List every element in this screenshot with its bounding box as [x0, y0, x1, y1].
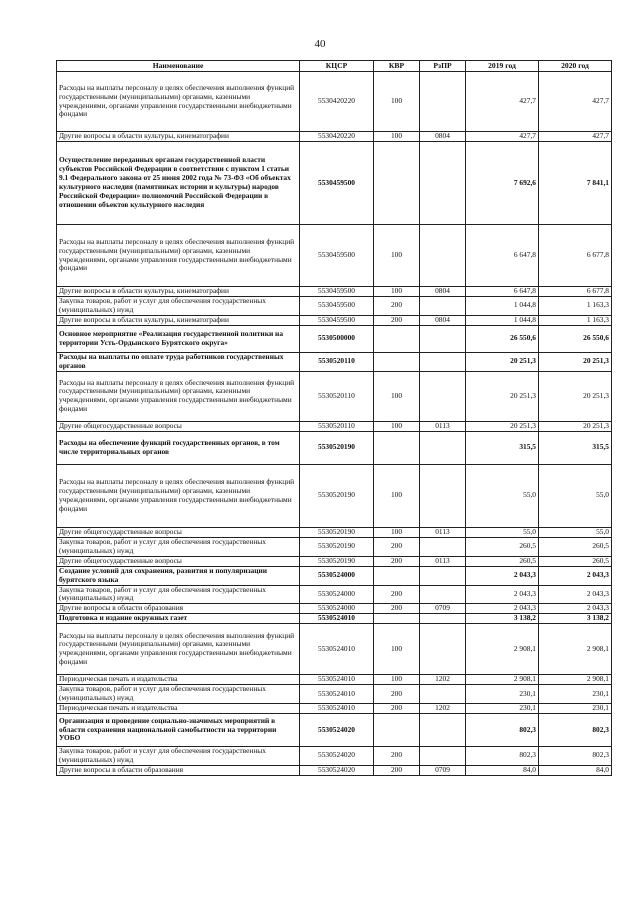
row-kcsr: 5530520190: [300, 537, 374, 556]
header-2019: 2019 год: [466, 61, 539, 72]
row-kcsr: 5530520110: [300, 352, 374, 371]
table-row: [57, 287, 612, 297]
row-kvr: 100: [374, 624, 420, 675]
row-2020-value: 3 138,2: [539, 614, 612, 624]
row-kcsr: 5530459500: [300, 287, 374, 297]
row-kvr: 100: [374, 464, 420, 527]
row-name: Расходы на выплаты по оплате труда работников государственных органов: [57, 352, 300, 371]
table-row: [57, 142, 612, 225]
row-kvr: 200: [374, 297, 420, 316]
table-row: [57, 614, 612, 624]
row-name: Другие вопросы в области культуры, кинематографии: [57, 315, 300, 325]
row-kvr: 200: [374, 704, 420, 714]
row-name: Организация и проведение социально-значимых мероприятий в области сохранения национальной самобытности на территории УОБО: [57, 714, 300, 747]
table-row: [57, 421, 612, 431]
row-2019-value: 20 251,3: [466, 371, 539, 421]
table-row: [57, 604, 612, 614]
row-rzpr: 0113: [420, 556, 466, 566]
row-kcsr: 5530524020: [300, 747, 374, 766]
header-rzpr: РзПР: [420, 61, 466, 72]
row-name: Расходы на выплаты персоналу в целях обеспечения выполнения функций государственными (муниципальными) органами, казенными учреждениями, органами управления государственными внебюджетными фондами: [57, 464, 300, 527]
row-2020-value: 2 908,1: [539, 675, 612, 685]
row-name: Расходы на выплаты персоналу в целях обеспечения выполнения функций государственными (муниципальными) органами, казенными учреждениями, органами управления государственными внебюджетными фондами: [57, 371, 300, 421]
row-kvr: 100: [374, 421, 420, 431]
row-kcsr: 5530420220: [300, 132, 374, 142]
row-kcsr: 5530524000: [300, 585, 374, 604]
row-rzpr: [420, 624, 466, 675]
row-rzpr: [420, 714, 466, 747]
row-kcsr: 5530524020: [300, 714, 374, 747]
table-row: [57, 556, 612, 566]
row-name: Подготовка и издание окружных газет: [57, 614, 300, 624]
budget-table: [56, 60, 612, 776]
row-rzpr: [420, 747, 466, 766]
row-rzpr: [420, 325, 466, 352]
row-kcsr: 5530520190: [300, 464, 374, 527]
table-row: [57, 464, 612, 527]
row-kvr: 100: [374, 527, 420, 537]
header-name: Наименование: [57, 61, 300, 72]
row-rzpr: [420, 585, 466, 604]
row-rzpr: 1202: [420, 675, 466, 685]
row-kcsr: 5530520110: [300, 371, 374, 421]
row-rzpr: [420, 297, 466, 316]
table-row: [57, 72, 612, 132]
row-kvr: 200: [374, 585, 420, 604]
row-kvr: [374, 566, 420, 585]
table-row: [57, 431, 612, 464]
row-2019-value: 230,1: [466, 685, 539, 704]
row-name: Периодическая печать и издательства: [57, 704, 300, 714]
row-rzpr: 0804: [420, 132, 466, 142]
row-kcsr: 5530459500: [300, 225, 374, 287]
row-2020-value: 55,0: [539, 527, 612, 537]
row-2019-value: 260,5: [466, 537, 539, 556]
row-2019-value: 1 044,8: [466, 297, 539, 316]
row-kcsr: 5530524020: [300, 765, 374, 775]
row-rzpr: [420, 537, 466, 556]
row-kcsr: 5530500000: [300, 325, 374, 352]
row-rzpr: 0709: [420, 765, 466, 775]
row-kvr: 100: [374, 371, 420, 421]
row-2019-value: 84,0: [466, 765, 539, 775]
row-kcsr: 5530520190: [300, 431, 374, 464]
table-row: [57, 352, 612, 371]
row-name: Закупка товаров, работ и услуг для обеспечения государственных (муниципальных) нужд: [57, 585, 300, 604]
row-name: Закупка товаров, работ и услуг для обеспечения государственных (муниципальных) нужд: [57, 297, 300, 316]
row-rzpr: 0804: [420, 315, 466, 325]
row-kcsr: 5530524000: [300, 566, 374, 585]
row-kvr: 200: [374, 537, 420, 556]
row-2019-value: 55,0: [466, 527, 539, 537]
row-2020-value: 84,0: [539, 765, 612, 775]
row-kcsr: 5530524010: [300, 624, 374, 675]
row-name: Другие общегосударственные вопросы: [57, 527, 300, 537]
row-2020-value: 1 163,3: [539, 315, 612, 325]
row-kvr: 100: [374, 287, 420, 297]
row-2020-value: 230,1: [539, 704, 612, 714]
row-kcsr: 5530524010: [300, 685, 374, 704]
table-row: [57, 585, 612, 604]
row-kvr: [374, 614, 420, 624]
row-2019-value: 2 043,3: [466, 566, 539, 585]
table-row: [57, 325, 612, 352]
row-2020-value: 55,0: [539, 464, 612, 527]
row-kcsr: 5530459500: [300, 142, 374, 225]
page-number: 40: [314, 38, 326, 50]
row-2019-value: 427,7: [466, 72, 539, 132]
row-kcsr: 5530524000: [300, 604, 374, 614]
row-kvr: 100: [374, 675, 420, 685]
row-kvr: 200: [374, 556, 420, 566]
row-2019-value: 7 692,6: [466, 142, 539, 225]
row-name: Расходы на выплаты персоналу в целях обеспечения выполнения функций государственными (муниципальными) органами, казенными учреждениями, органами управления государственными внебюджетными фондами: [57, 225, 300, 287]
row-kcsr: 5530520190: [300, 527, 374, 537]
row-kvr: [374, 142, 420, 225]
row-rzpr: [420, 685, 466, 704]
table-row: [57, 315, 612, 325]
table-body: [57, 72, 612, 776]
table-row: [57, 685, 612, 704]
row-kcsr: 5530459500: [300, 297, 374, 316]
row-2019-value: 315,5: [466, 431, 539, 464]
row-kvr: 100: [374, 225, 420, 287]
row-kvr: 200: [374, 747, 420, 766]
row-2020-value: 2 043,3: [539, 604, 612, 614]
row-name: Закупка товаров, работ и услуг для обеспечения государственных (муниципальных) нужд: [57, 537, 300, 556]
table-row: [57, 537, 612, 556]
table-row: [57, 371, 612, 421]
row-name: Другие вопросы в области культуры, кинематографии: [57, 287, 300, 297]
row-kcsr: 5530459500: [300, 315, 374, 325]
row-2019-value: 260,5: [466, 556, 539, 566]
row-2020-value: 427,7: [539, 72, 612, 132]
row-kcsr: 5530520110: [300, 421, 374, 431]
row-rzpr: [420, 371, 466, 421]
row-name: Закупка товаров, работ и услуг для обеспечения государственных (муниципальных) нужд: [57, 685, 300, 704]
row-rzpr: [420, 464, 466, 527]
row-name: Другие общегосударственные вопросы: [57, 421, 300, 431]
row-2020-value: 20 251,3: [539, 352, 612, 371]
row-2019-value: 2 043,3: [466, 585, 539, 604]
row-2019-value: 26 550,6: [466, 325, 539, 352]
row-2019-value: 802,3: [466, 747, 539, 766]
row-kvr: 200: [374, 604, 420, 614]
row-rzpr: 0113: [420, 421, 466, 431]
row-2019-value: 2 043,3: [466, 604, 539, 614]
row-rzpr: [420, 225, 466, 287]
row-2020-value: 802,3: [539, 747, 612, 766]
table-row: [57, 132, 612, 142]
header-kvr: КВР: [374, 61, 420, 72]
table-row: [57, 566, 612, 585]
row-2020-value: 20 251,3: [539, 421, 612, 431]
table-row: [57, 704, 612, 714]
row-name: Расходы на обеспечение функций государственных органов, в том числе территориальных органов: [57, 431, 300, 464]
header-2020: 2020 год: [539, 61, 612, 72]
table-row: [57, 714, 612, 747]
row-2020-value: 315,5: [539, 431, 612, 464]
table-row: [57, 527, 612, 537]
row-2019-value: 802,3: [466, 714, 539, 747]
row-2019-value: 3 138,2: [466, 614, 539, 624]
row-2020-value: 427,7: [539, 132, 612, 142]
table-row: [57, 747, 612, 766]
row-name: Другие вопросы в области культуры, кинематографии: [57, 132, 300, 142]
row-2019-value: 20 251,3: [466, 352, 539, 371]
table-row: [57, 297, 612, 316]
row-2019-value: 427,7: [466, 132, 539, 142]
row-2020-value: 26 550,6: [539, 325, 612, 352]
row-2019-value: 2 908,1: [466, 675, 539, 685]
row-kvr: [374, 325, 420, 352]
row-rzpr: [420, 72, 466, 132]
row-kvr: [374, 352, 420, 371]
row-kcsr: 5530420220: [300, 72, 374, 132]
row-rzpr: 0113: [420, 527, 466, 537]
row-rzpr: [420, 614, 466, 624]
row-kvr: 200: [374, 765, 420, 775]
row-name: Другие вопросы в области образования: [57, 604, 300, 614]
row-2019-value: 6 647,8: [466, 287, 539, 297]
row-kcsr: 5530520190: [300, 556, 374, 566]
row-2020-value: 230,1: [539, 685, 612, 704]
row-rzpr: [420, 566, 466, 585]
row-2020-value: 2 043,3: [539, 585, 612, 604]
row-kvr: 100: [374, 72, 420, 132]
row-2020-value: 2 043,3: [539, 566, 612, 585]
row-rzpr: [420, 142, 466, 225]
row-rzpr: 0804: [420, 287, 466, 297]
row-name: Основное мероприятие «Реализация государственной политики на территории Усть-Ордынского Бурятского округа»: [57, 325, 300, 352]
row-name: Осуществление переданных органам государственной власти субъектов Российской Федерации в соответствии с пунктом 1 статьи 9.1 Федерального закона от 25 июня 2002 года № 73-ФЗ «Об объектах культурного наследия (памятниках истории и культуры) народов Российской Федерации» полномочий Российской Федерации в отношении объектов культурного наследия: [57, 142, 300, 225]
row-rzpr: [420, 352, 466, 371]
table-header-row: [57, 61, 612, 72]
header-kcsr: КЦСР: [300, 61, 374, 72]
row-2019-value: 6 647,8: [466, 225, 539, 287]
row-kvr: [374, 714, 420, 747]
row-kvr: 200: [374, 685, 420, 704]
row-kvr: 100: [374, 132, 420, 142]
table-row: [57, 765, 612, 775]
row-rzpr: [420, 431, 466, 464]
row-kcsr: 5530524010: [300, 704, 374, 714]
row-kcsr: 5530524010: [300, 614, 374, 624]
row-name: Создание условий для сохранения, развития и популяризации бурятского языка: [57, 566, 300, 585]
row-name: Расходы на выплаты персоналу в целях обеспечения выполнения функций государственными (муниципальными) органами, казенными учреждениями, органами управления государственными внебюджетными фондами: [57, 72, 300, 132]
row-2020-value: 260,5: [539, 556, 612, 566]
row-name: Другие общегосударственные вопросы: [57, 556, 300, 566]
table-row: [57, 624, 612, 675]
row-kvr: 200: [374, 315, 420, 325]
row-2019-value: 55,0: [466, 464, 539, 527]
row-kcsr: 5530524010: [300, 675, 374, 685]
row-2019-value: 20 251,3: [466, 421, 539, 431]
row-2019-value: 230,1: [466, 704, 539, 714]
row-2020-value: 802,3: [539, 714, 612, 747]
row-2020-value: 260,5: [539, 537, 612, 556]
row-name: Закупка товаров, работ и услуг для обеспечения государственных (муниципальных) нужд: [57, 747, 300, 766]
row-name: Расходы на выплаты персоналу в целях обеспечения выполнения функций государственными (муниципальными) органами, казенными учреждениями, органами управления государственными внебюджетными фондами: [57, 624, 300, 675]
row-name: Периодическая печать и издательства: [57, 675, 300, 685]
row-2019-value: 2 908,1: [466, 624, 539, 675]
table-row: [57, 225, 612, 287]
row-2020-value: 1 163,3: [539, 297, 612, 316]
row-2020-value: 7 841,1: [539, 142, 612, 225]
row-2020-value: 6 677,8: [539, 287, 612, 297]
row-rzpr: 0709: [420, 604, 466, 614]
row-kvr: [374, 431, 420, 464]
row-name: Другие вопросы в области образования: [57, 765, 300, 775]
row-2020-value: 2 908,1: [539, 624, 612, 675]
row-2019-value: 1 044,8: [466, 315, 539, 325]
row-2020-value: 20 251,3: [539, 371, 612, 421]
row-rzpr: 1202: [420, 704, 466, 714]
table-row: [57, 675, 612, 685]
row-2020-value: 6 677,8: [539, 225, 612, 287]
